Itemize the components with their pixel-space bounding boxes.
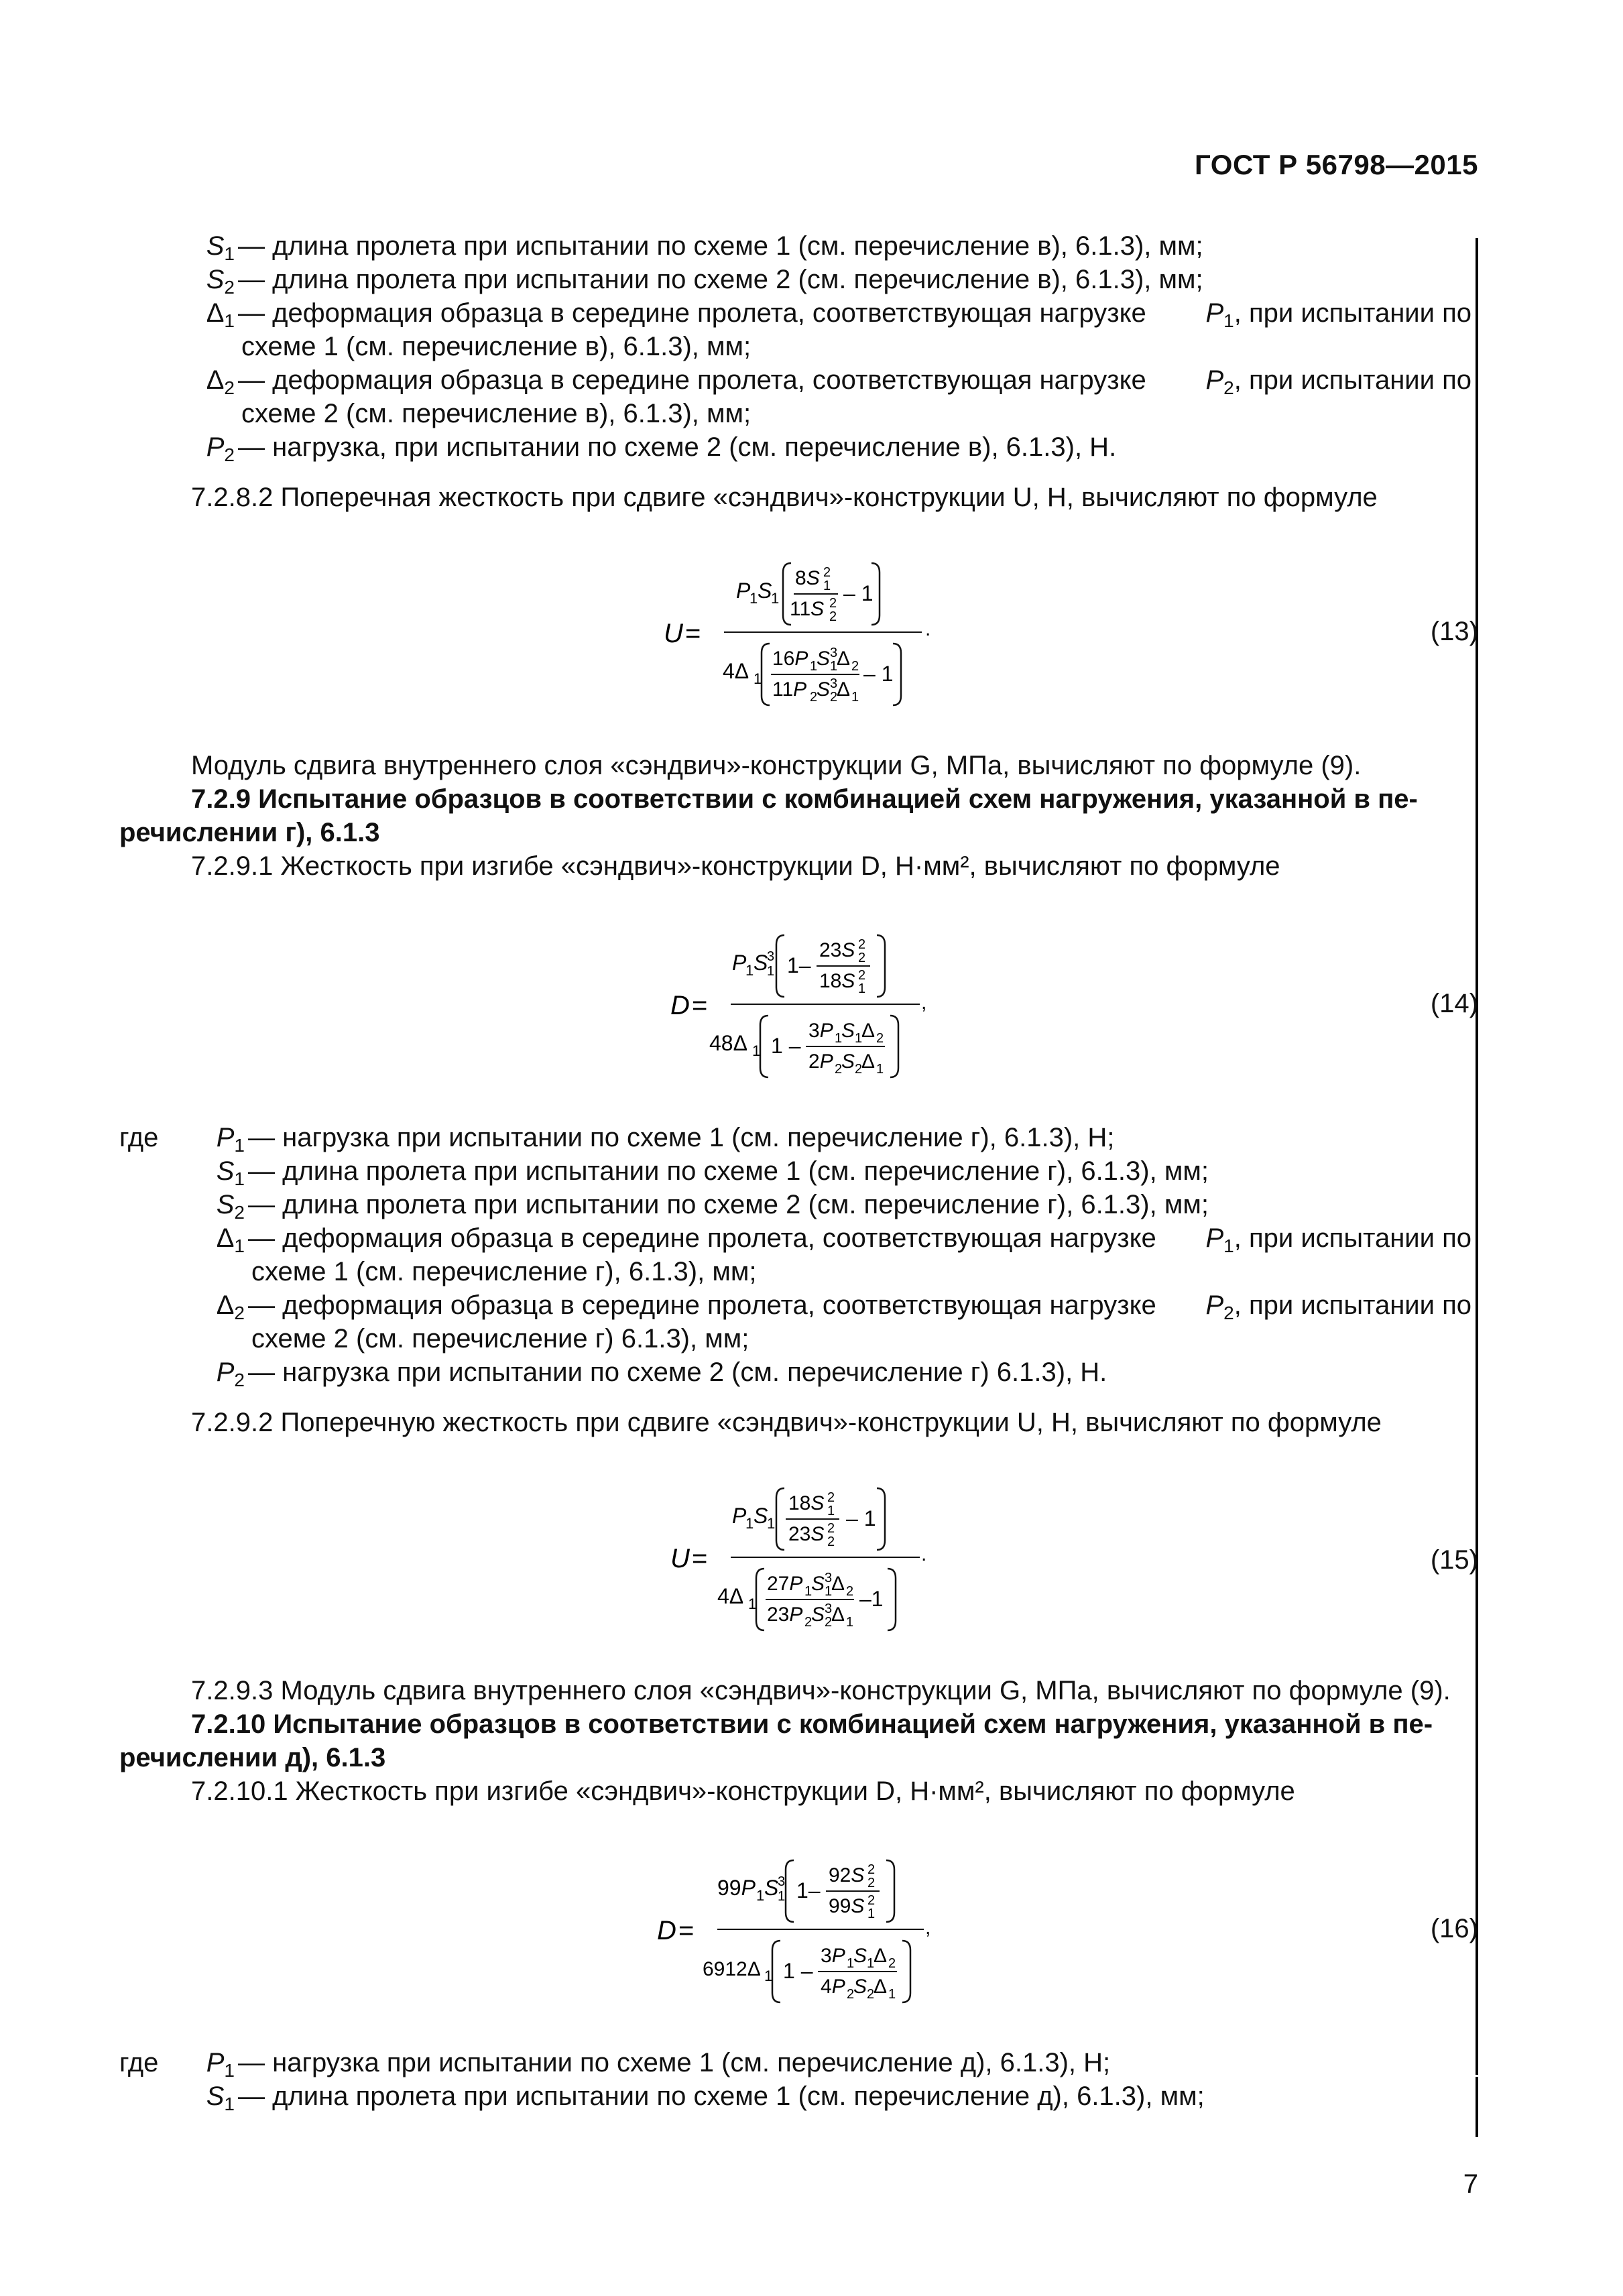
svg-text:3P: 3P bbox=[808, 1020, 833, 1042]
svg-text:2: 2 bbox=[829, 596, 837, 611]
svg-text:S: S bbox=[811, 1573, 825, 1595]
svg-text:1: 1 bbox=[855, 1031, 863, 1046]
svg-text:1: 1 bbox=[867, 1956, 875, 1971]
svg-text:=: = bbox=[692, 1544, 708, 1573]
symbol: $\Delta_2$ bbox=[216, 1290, 245, 1323]
svg-text:8S: 8S bbox=[795, 567, 820, 589]
svg-text:4P: 4P bbox=[821, 1976, 845, 1998]
paragraph-7-2-10-1: 7.2.10.1 Жесткость при изгибе «сэндвич»-конструкции D, Н·мм², вычисляют по формуле bbox=[191, 1776, 1295, 1806]
paragraph-7-2-8-2: 7.2.8.2 Поперечная жесткость при сдвиге «сэндвич»-конструкции U, Н, вычисляют по формуле bbox=[191, 483, 1378, 512]
formula-16 bbox=[650, 1840, 945, 2014]
document-id: ГОСТ Р 56798—2015 bbox=[1195, 149, 1478, 180]
svg-text:92S: 92S bbox=[829, 1864, 865, 1886]
svg-text:1: 1 bbox=[767, 1515, 776, 1532]
svg-text:2: 2 bbox=[851, 659, 859, 674]
svg-text:1: 1 bbox=[846, 1615, 854, 1630]
svg-text:.: . bbox=[925, 618, 931, 640]
equation-number: (13) bbox=[1430, 617, 1478, 646]
svg-text:Δ: Δ bbox=[861, 1050, 876, 1073]
svg-text:1: 1 bbox=[851, 690, 859, 705]
symbol: $\Delta_2$ bbox=[206, 365, 235, 398]
svg-text:1: 1 bbox=[756, 1887, 765, 1904]
svg-text:3P: 3P bbox=[821, 1945, 845, 1967]
svg-text:2: 2 bbox=[823, 565, 831, 580]
svg-text:2: 2 bbox=[830, 690, 838, 705]
definition-text: — длина пролета при испытании по схеме 1 (см. перечисление в), 6.1.3), мм; bbox=[238, 231, 1203, 261]
svg-text:2: 2 bbox=[827, 1490, 835, 1505]
svg-text:11S: 11S bbox=[790, 598, 825, 620]
symbol: $P_2$ bbox=[216, 1357, 245, 1390]
svg-text:–1: –1 bbox=[859, 1587, 884, 1611]
svg-text:Δ: Δ bbox=[874, 1945, 888, 1967]
svg-text:1 –: 1 – bbox=[771, 1034, 801, 1058]
svg-text:S: S bbox=[817, 678, 831, 701]
svg-text:=: = bbox=[685, 619, 701, 648]
symbol: $\Delta_1$ bbox=[216, 1223, 245, 1256]
paragraph-7-2-9-2: 7.2.9.2 Поперечную жесткость при сдвиге «сэндвич»-конструкции U, Н, вычисляют по формуле bbox=[191, 1408, 1382, 1437]
svg-text:2: 2 bbox=[867, 1893, 876, 1908]
symbol: $S_1$ bbox=[216, 1156, 245, 1189]
svg-text:2: 2 bbox=[888, 1956, 896, 1971]
symbol: $P_1$ bbox=[206, 2048, 235, 2081]
svg-text:1: 1 bbox=[876, 1062, 884, 1077]
svg-text:S: S bbox=[754, 951, 768, 975]
paragraph-7-2-9-3: 7.2.9.3 Модуль сдвига внутреннего слоя «сэндвич»-конструкции G, МПа, вычисляют по формуле (9). bbox=[191, 1676, 1451, 1705]
svg-text:2: 2 bbox=[810, 690, 818, 705]
svg-text:2: 2 bbox=[847, 1987, 855, 2002]
svg-text:99S: 99S bbox=[829, 1895, 865, 1917]
svg-text:,: , bbox=[921, 991, 927, 1014]
definition-text: — деформация образца в середине пролета, соответствующая нагрузке $P_1$, при испытании по bbox=[238, 298, 1471, 331]
svg-text:1: 1 bbox=[888, 1987, 896, 2002]
svg-text:4Δ: 4Δ bbox=[717, 1584, 744, 1608]
svg-text:2: 2 bbox=[858, 951, 866, 965]
symbol: $S_2$ bbox=[216, 1190, 245, 1223]
svg-text:1: 1 bbox=[830, 659, 838, 674]
svg-text:1: 1 bbox=[810, 659, 818, 674]
equation-number: (15) bbox=[1430, 1545, 1478, 1575]
svg-text:2: 2 bbox=[846, 1584, 854, 1599]
heading-7-2-9-cont: речислении г), 6.1.3 bbox=[119, 818, 380, 847]
svg-text:2: 2 bbox=[804, 1615, 813, 1630]
definition-text-cont: схеме 1 (см. перечисление г), 6.1.3), мм; bbox=[251, 1257, 757, 1286]
svg-text:27P: 27P bbox=[767, 1573, 803, 1595]
svg-text:D: D bbox=[657, 1916, 676, 1945]
change-bar bbox=[1476, 2077, 1478, 2137]
definition-text-cont: схеме 2 (см. перечисление г) 6.1.3), мм; bbox=[251, 1324, 749, 1353]
symbol: $S_2$ bbox=[206, 265, 235, 298]
svg-text:2: 2 bbox=[876, 1031, 884, 1046]
page-number: 7 bbox=[1463, 2169, 1478, 2199]
svg-text:– 1: – 1 bbox=[846, 1506, 876, 1530]
svg-text:1–: 1– bbox=[796, 1878, 821, 1902]
svg-text:11P: 11P bbox=[772, 678, 807, 701]
symbol: $S_1$ bbox=[206, 231, 235, 264]
svg-text:2: 2 bbox=[867, 1987, 875, 2002]
svg-text:2: 2 bbox=[855, 1062, 863, 1077]
svg-text:2: 2 bbox=[867, 1876, 876, 1890]
definition-text: — деформация образца в середине пролета, соответствующая нагрузке $P_1$, при испытании по bbox=[248, 1223, 1471, 1256]
heading-7-2-10-cont: речислении д), 6.1.3 bbox=[119, 1743, 386, 1772]
svg-text:U: U bbox=[664, 619, 683, 648]
definition-text: — нагрузка, при испытании по схеме 2 (см. перечисление в), 6.1.3), Н. bbox=[238, 432, 1117, 462]
formula-15 bbox=[664, 1468, 945, 1642]
definition-text-cont: схеме 1 (см. перечисление в), 6.1.3), мм; bbox=[241, 332, 752, 361]
definition-text: — нагрузка при испытании по схеме 1 (см. перечисление г), 6.1.3), Н; bbox=[248, 1123, 1115, 1152]
svg-text:2: 2 bbox=[867, 1862, 876, 1877]
svg-text:=: = bbox=[692, 991, 708, 1020]
svg-text:1: 1 bbox=[745, 1515, 754, 1532]
svg-text:S: S bbox=[817, 648, 831, 670]
svg-text:P: P bbox=[732, 1504, 747, 1528]
formula-14 bbox=[664, 915, 945, 1089]
svg-text:S: S bbox=[841, 1020, 855, 1042]
svg-text:48Δ: 48Δ bbox=[709, 1031, 747, 1055]
svg-text:23P: 23P bbox=[767, 1604, 803, 1626]
definition-text-cont: схеме 2 (см. перечисление в), 6.1.3), мм; bbox=[241, 399, 752, 428]
symbol: $P_1$ bbox=[216, 1123, 245, 1156]
definition-text: — нагрузка при испытании по схеме 2 (см. перечисление г) 6.1.3), Н. bbox=[248, 1357, 1107, 1387]
svg-text:2: 2 bbox=[825, 1615, 833, 1630]
svg-text:Δ: Δ bbox=[874, 1976, 888, 1998]
svg-text:S: S bbox=[841, 1050, 855, 1073]
change-bar bbox=[1476, 238, 1478, 2075]
svg-text:1: 1 bbox=[771, 590, 780, 607]
svg-text:2: 2 bbox=[827, 1521, 835, 1536]
svg-text:2: 2 bbox=[858, 968, 866, 983]
svg-text:1: 1 bbox=[752, 1042, 761, 1059]
svg-text:.: . bbox=[921, 1543, 927, 1565]
heading-7-2-9: 7.2.9 Испытание образцов в соответствии с комбинацией схем нагружения, указанной в пе- bbox=[191, 784, 1418, 814]
svg-text:– 1: – 1 bbox=[843, 581, 874, 605]
definition-text: — деформация образца в середине пролета, соответствующая нагрузке $P_2$, при испытании по bbox=[248, 1290, 1471, 1323]
svg-text:1: 1 bbox=[778, 1889, 786, 1904]
svg-text:S: S bbox=[853, 1976, 867, 1998]
svg-text:1: 1 bbox=[804, 1584, 813, 1599]
svg-text:2: 2 bbox=[858, 937, 866, 952]
svg-text:1: 1 bbox=[835, 1031, 843, 1046]
svg-text:1: 1 bbox=[823, 579, 831, 593]
definition-text: — длина пролета при испытании по схеме 1 (см. перечисление г), 6.1.3), мм; bbox=[248, 1156, 1209, 1186]
svg-text:1: 1 bbox=[867, 1907, 876, 1921]
svg-text:S: S bbox=[811, 1604, 825, 1626]
definition-text: — нагрузка при испытании по схеме 1 (см. перечисление д), 6.1.3), Н; bbox=[238, 2048, 1111, 2077]
svg-text:1: 1 bbox=[847, 1956, 855, 1971]
svg-text:23S: 23S bbox=[788, 1523, 825, 1545]
svg-text:=: = bbox=[678, 1916, 695, 1945]
svg-text:– 1: – 1 bbox=[863, 662, 894, 686]
svg-text:Δ: Δ bbox=[837, 678, 851, 701]
svg-text:1 –: 1 – bbox=[783, 1959, 813, 1983]
paragraph-7-2-9-1: 7.2.9.1 Жесткость при изгибе «сэндвич»-конструкции D, Н·мм², вычисляют по формуле bbox=[191, 851, 1280, 881]
svg-text:2: 2 bbox=[829, 609, 837, 624]
svg-text:3: 3 bbox=[830, 676, 838, 691]
svg-text:Δ: Δ bbox=[831, 1573, 845, 1595]
where-label: где bbox=[119, 1123, 159, 1152]
formula-13 bbox=[657, 543, 939, 717]
symbol: $S_1$ bbox=[206, 2081, 235, 2114]
equation-number: (16) bbox=[1430, 1914, 1478, 1943]
svg-text:1: 1 bbox=[745, 962, 754, 979]
svg-text:S: S bbox=[853, 1945, 867, 1967]
svg-text:D: D bbox=[670, 991, 690, 1020]
symbol: $\Delta_1$ bbox=[206, 298, 235, 331]
svg-text:4Δ: 4Δ bbox=[723, 659, 749, 683]
definition-text: — длина пролета при испытании по схеме 1 (см. перечисление д), 6.1.3), мм; bbox=[238, 2081, 1205, 2111]
svg-text:Δ: Δ bbox=[831, 1604, 845, 1626]
svg-text:S: S bbox=[758, 579, 772, 603]
heading-7-2-10: 7.2.10 Испытание образцов в соответствии с комбинацией схем нагружения, указанной в пе- bbox=[191, 1709, 1433, 1739]
svg-text:1–: 1– bbox=[787, 953, 811, 977]
equation-number: (14) bbox=[1430, 989, 1478, 1018]
svg-text:3: 3 bbox=[830, 646, 838, 660]
definition-text: — длина пролета при испытании по схеме 2 (см. перечисление г), 6.1.3), мм; bbox=[248, 1190, 1209, 1219]
svg-text:1: 1 bbox=[858, 981, 866, 996]
svg-text:1: 1 bbox=[748, 1595, 757, 1612]
svg-text:3: 3 bbox=[767, 949, 775, 964]
svg-text:2: 2 bbox=[835, 1062, 843, 1077]
svg-text:P: P bbox=[732, 951, 747, 975]
svg-text:99P: 99P bbox=[717, 1876, 756, 1900]
svg-text:1: 1 bbox=[764, 1968, 773, 1984]
svg-text:3: 3 bbox=[825, 1602, 833, 1616]
svg-text:3: 3 bbox=[778, 1874, 786, 1889]
svg-text:1: 1 bbox=[767, 964, 775, 979]
svg-text:1: 1 bbox=[827, 1504, 835, 1518]
svg-text:1: 1 bbox=[749, 590, 758, 607]
svg-text:2P: 2P bbox=[808, 1050, 833, 1073]
svg-text:23S: 23S bbox=[819, 939, 855, 961]
svg-text:6912Δ: 6912Δ bbox=[703, 1958, 761, 1980]
svg-text:1: 1 bbox=[825, 1584, 833, 1599]
definition-text: — деформация образца в середине пролета, соответствующая нагрузке $P_2$, при испытании по bbox=[238, 365, 1471, 398]
where-label: где bbox=[119, 2048, 159, 2077]
svg-text:16P: 16P bbox=[772, 648, 808, 670]
svg-text:,: , bbox=[925, 1917, 931, 1939]
svg-text:Δ: Δ bbox=[837, 648, 851, 670]
svg-text:S: S bbox=[754, 1504, 768, 1528]
svg-text:18S: 18S bbox=[788, 1492, 825, 1514]
svg-text:18S: 18S bbox=[819, 970, 855, 992]
svg-text:2: 2 bbox=[827, 1534, 835, 1549]
svg-text:1: 1 bbox=[754, 670, 762, 687]
svg-text:3: 3 bbox=[825, 1571, 833, 1585]
svg-text:P: P bbox=[736, 579, 751, 603]
definition-text: — длина пролета при испытании по схеме 2 (см. перечисление в), 6.1.3), мм; bbox=[238, 265, 1203, 294]
svg-text:S: S bbox=[764, 1876, 779, 1900]
svg-text:Δ: Δ bbox=[861, 1020, 876, 1042]
paragraph-modul: Модуль сдвига внутреннего слоя «сэндвич»-конструкции G, МПа, вычисляют по формуле (9). bbox=[191, 751, 1362, 780]
symbol: $P_2$ bbox=[206, 432, 235, 465]
svg-text:U: U bbox=[670, 1544, 690, 1573]
